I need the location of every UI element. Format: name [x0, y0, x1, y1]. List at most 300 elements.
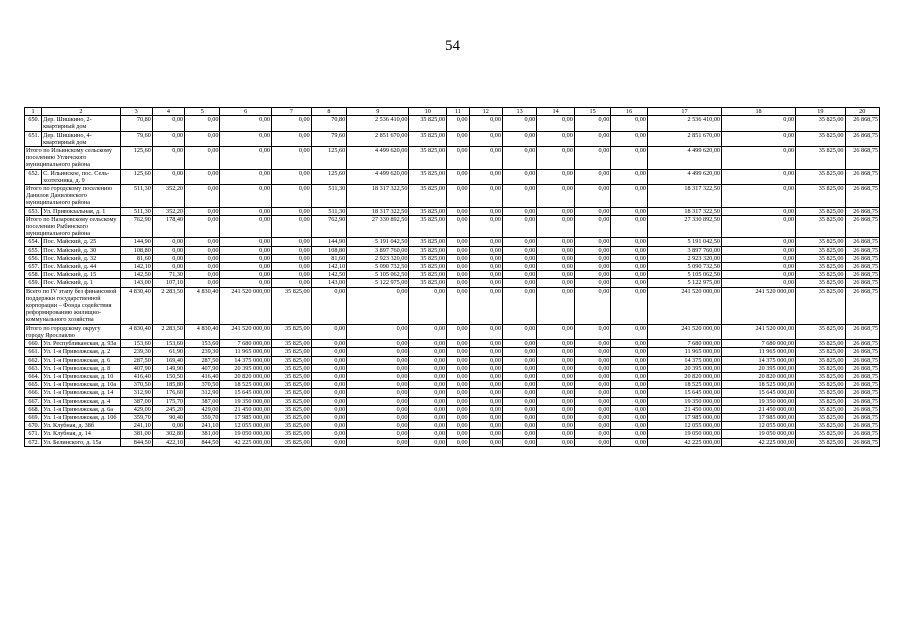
value-cell-col-19: 35 825,00 [796, 324, 845, 339]
value-cell-col-12: 0,00 [469, 116, 502, 131]
value-cell-col-8: 0,00 [311, 413, 346, 421]
subtotal-label: Итого по городскому округу городу Ярославлю [25, 324, 121, 339]
value-cell-col-20: 26 868,75 [845, 413, 879, 421]
value-cell-col-16: 0,00 [611, 340, 648, 348]
value-cell-col-5: 287,50 [185, 356, 220, 364]
value-cell-col-10: 35 825,00 [409, 279, 447, 287]
address-cell: Ул. 1-я Приволжская, д. 10 [42, 372, 120, 380]
value-cell-col-18: 19 350 000,00 [722, 397, 796, 405]
value-cell-col-16: 0,00 [611, 405, 648, 413]
value-cell-col-3: 125,60 [120, 147, 152, 170]
row-number: 665. [25, 381, 42, 389]
value-cell-col-15: 0,00 [574, 116, 611, 131]
value-cell-col-9: 2 851 670,00 [347, 131, 409, 146]
table-row [25, 340, 880, 348]
value-cell-col-3: 144,90 [120, 238, 152, 246]
address-cell: Пос. Майский, д. 15 [42, 271, 120, 279]
column-number-7: 7 [272, 108, 312, 116]
value-cell-col-3: 4 830,40 [120, 287, 152, 324]
row-number: 658. [25, 271, 42, 279]
value-cell-col-3: 241,10 [120, 422, 152, 430]
value-cell-col-11: 0,00 [447, 271, 470, 279]
value-cell-col-12: 0,00 [469, 147, 502, 170]
value-cell-col-11: 0,00 [447, 287, 470, 324]
value-cell-col-7: 0,00 [272, 254, 312, 262]
value-cell-col-3: 108,80 [120, 246, 152, 254]
value-cell-col-7: 35 825,00 [272, 397, 312, 405]
value-cell-col-4: 0,00 [152, 147, 184, 170]
value-cell-col-19: 35 825,00 [796, 207, 845, 215]
value-cell-col-16: 0,00 [611, 279, 648, 287]
value-cell-col-3: 79,60 [120, 131, 152, 146]
value-cell-col-18: 0,00 [722, 185, 796, 208]
value-cell-col-7: 35 825,00 [272, 430, 312, 438]
value-cell-col-17: 15 645 000,00 [647, 389, 721, 397]
value-cell-col-12: 0,00 [469, 422, 502, 430]
column-number-19: 19 [796, 108, 845, 116]
value-cell-col-4: 0,00 [152, 422, 184, 430]
column-number-header [25, 108, 880, 116]
value-cell-col-11: 0,00 [447, 185, 470, 208]
value-cell-col-15: 0,00 [574, 279, 611, 287]
value-cell-col-10: 0,00 [409, 381, 447, 389]
table-row [25, 207, 880, 215]
value-cell-col-19: 35 825,00 [796, 279, 845, 287]
value-cell-col-11: 0,00 [447, 340, 470, 348]
value-cell-col-16: 0,00 [611, 263, 648, 271]
value-cell-col-5: 0,00 [185, 215, 220, 238]
value-cell-col-11: 0,00 [447, 279, 470, 287]
table-row [25, 381, 880, 389]
value-cell-col-15: 0,00 [574, 356, 611, 364]
value-cell-col-5: 370,50 [185, 381, 220, 389]
page-number: 54 [445, 38, 460, 54]
table-row [25, 356, 880, 364]
value-cell-col-20: 26 868,75 [845, 364, 879, 372]
table-row [25, 169, 880, 184]
value-cell-col-12: 0,00 [469, 185, 502, 208]
value-cell-col-11: 0,00 [447, 356, 470, 364]
value-cell-col-18: 0,00 [722, 254, 796, 262]
table-row [25, 271, 880, 279]
value-cell-col-16: 0,00 [611, 372, 648, 380]
value-cell-col-7: 0,00 [272, 271, 312, 279]
value-cell-col-15: 0,00 [574, 169, 611, 184]
value-cell-col-10: 0,00 [409, 413, 447, 421]
value-cell-col-6: 0,00 [220, 246, 272, 254]
value-cell-col-9: 4 499 620,00 [347, 147, 409, 170]
value-cell-col-4: 0,00 [152, 246, 184, 254]
value-cell-col-14: 0,00 [537, 340, 575, 348]
value-cell-col-4: 176,60 [152, 389, 184, 397]
column-number-2: 2 [42, 108, 120, 116]
value-cell-col-14: 0,00 [537, 389, 575, 397]
value-cell-col-15: 0,00 [574, 131, 611, 146]
value-cell-col-7: 35 825,00 [272, 413, 312, 421]
value-cell-col-17: 7 680 000,00 [647, 340, 721, 348]
value-cell-col-14: 0,00 [537, 413, 575, 421]
value-cell-col-18: 0,00 [722, 246, 796, 254]
value-cell-col-7: 0,00 [272, 116, 312, 131]
value-cell-col-18: 17 985 000,00 [722, 413, 796, 421]
value-cell-col-13: 0,00 [502, 207, 536, 215]
value-cell-col-9: 0,00 [347, 324, 409, 339]
value-cell-col-7: 0,00 [272, 215, 312, 238]
value-cell-col-4: 90,40 [152, 413, 184, 421]
value-cell-col-4: 107,10 [152, 279, 184, 287]
value-cell-col-7: 35 825,00 [272, 381, 312, 389]
value-cell-col-14: 0,00 [537, 185, 575, 208]
value-cell-col-14: 0,00 [537, 271, 575, 279]
value-cell-col-16: 0,00 [611, 185, 648, 208]
value-cell-col-18: 42 225 000,00 [722, 438, 796, 446]
value-cell-col-18: 241 520 000,00 [722, 324, 796, 339]
value-cell-col-15: 0,00 [574, 364, 611, 372]
value-cell-col-3: 416,40 [120, 372, 152, 380]
value-cell-col-9: 0,00 [347, 364, 409, 372]
address-cell: Ул. 1-я Приволжская, д. 6 [42, 356, 120, 364]
table-row [25, 438, 880, 446]
value-cell-col-4: 352,20 [152, 207, 184, 215]
subtotal-row [25, 215, 880, 238]
subtotal-row [25, 185, 880, 208]
value-cell-col-3: 511,30 [120, 185, 152, 208]
value-cell-col-19: 35 825,00 [796, 271, 845, 279]
row-number: 661. [25, 348, 42, 356]
value-cell-col-18: 0,00 [722, 169, 796, 184]
row-number: 656. [25, 254, 42, 262]
row-number: 663. [25, 364, 42, 372]
value-cell-col-17: 18 317 322,50 [647, 185, 721, 208]
value-cell-col-7: 35 825,00 [272, 356, 312, 364]
value-cell-col-4: 0,00 [152, 263, 184, 271]
value-cell-col-9: 0,00 [347, 405, 409, 413]
table-row [25, 254, 880, 262]
value-cell-col-6: 0,00 [220, 254, 272, 262]
table-row [25, 372, 880, 380]
value-cell-col-11: 0,00 [447, 422, 470, 430]
value-cell-col-18: 0,00 [722, 131, 796, 146]
value-cell-col-17: 20 820 000,00 [647, 372, 721, 380]
value-cell-col-8: 0,00 [311, 348, 346, 356]
table-row [25, 238, 880, 246]
value-cell-col-10: 0,00 [409, 356, 447, 364]
value-cell-col-6: 0,00 [220, 238, 272, 246]
value-cell-col-13: 0,00 [502, 131, 536, 146]
value-cell-col-10: 35 825,00 [409, 238, 447, 246]
address-cell: Ул. 1-я Приволжская, д. 2 [42, 348, 120, 356]
value-cell-col-5: 0,00 [185, 279, 220, 287]
value-cell-col-19: 35 825,00 [796, 169, 845, 184]
value-cell-col-15: 0,00 [574, 405, 611, 413]
value-cell-col-5: 0,00 [185, 254, 220, 262]
value-cell-col-5: 381,00 [185, 430, 220, 438]
value-cell-col-6: 0,00 [220, 185, 272, 208]
value-cell-col-7: 35 825,00 [272, 348, 312, 356]
value-cell-col-9: 0,00 [347, 348, 409, 356]
value-cell-col-3: 762,90 [120, 215, 152, 238]
value-cell-col-8: 144,90 [311, 238, 346, 246]
value-cell-col-7: 35 825,00 [272, 389, 312, 397]
subtotal-label: Всего по IV этапу без финансовой поддержки государственной корпорации – Фонда содействия реформированию жилищно-коммунального хозяйства [25, 287, 121, 324]
value-cell-col-14: 0,00 [537, 254, 575, 262]
value-cell-col-13: 0,00 [502, 279, 536, 287]
value-cell-col-11: 0,00 [447, 364, 470, 372]
value-cell-col-3: 125,60 [120, 169, 152, 184]
value-cell-col-13: 0,00 [502, 246, 536, 254]
value-cell-col-8: 142,10 [311, 263, 346, 271]
row-number: 662. [25, 356, 42, 364]
subtotal-row [25, 147, 880, 170]
value-cell-col-19: 35 825,00 [796, 147, 845, 170]
value-cell-col-8: 0,00 [311, 389, 346, 397]
address-cell: Ул. Белинского, д. 15а [42, 438, 120, 446]
row-number: 659. [25, 279, 42, 287]
value-cell-col-14: 0,00 [537, 263, 575, 271]
value-cell-col-17: 12 055 000,00 [647, 422, 721, 430]
value-cell-col-12: 0,00 [469, 207, 502, 215]
value-cell-col-10: 35 825,00 [409, 207, 447, 215]
value-cell-col-17: 19 350 000,00 [647, 397, 721, 405]
value-cell-col-13: 0,00 [502, 381, 536, 389]
value-cell-col-6: 0,00 [220, 207, 272, 215]
value-cell-col-16: 0,00 [611, 131, 648, 146]
value-cell-col-11: 0,00 [447, 263, 470, 271]
value-cell-col-16: 0,00 [611, 287, 648, 324]
value-cell-col-7: 0,00 [272, 207, 312, 215]
value-cell-col-5: 0,00 [185, 169, 220, 184]
value-cell-col-14: 0,00 [537, 116, 575, 131]
value-cell-col-12: 0,00 [469, 397, 502, 405]
value-cell-col-14: 0,00 [537, 207, 575, 215]
value-cell-col-16: 0,00 [611, 381, 648, 389]
address-cell: Ул. Привокзальная, д. 1 [42, 207, 120, 215]
value-cell-col-6: 14 375 000,00 [220, 356, 272, 364]
value-cell-col-11: 0,00 [447, 389, 470, 397]
value-cell-col-6: 15 645 000,00 [220, 389, 272, 397]
value-cell-col-11: 0,00 [447, 246, 470, 254]
value-cell-col-19: 35 825,00 [796, 438, 845, 446]
value-cell-col-19: 35 825,00 [796, 381, 845, 389]
value-cell-col-16: 0,00 [611, 207, 648, 215]
value-cell-col-12: 0,00 [469, 324, 502, 339]
value-cell-col-11: 0,00 [447, 381, 470, 389]
value-cell-col-14: 0,00 [537, 372, 575, 380]
table-row [25, 348, 880, 356]
address-cell: Ул. 1-я Приволжская, д. 6а [42, 405, 120, 413]
row-number: 668. [25, 405, 42, 413]
value-cell-col-15: 0,00 [574, 147, 611, 170]
value-cell-col-18: 0,00 [722, 215, 796, 238]
value-cell-col-18: 11 965 000,00 [722, 348, 796, 356]
value-cell-col-10: 0,00 [409, 430, 447, 438]
value-cell-col-16: 0,00 [611, 430, 648, 438]
value-cell-col-9: 4 499 620,00 [347, 169, 409, 184]
address-cell: Ул. 1-я Приволжская, д. 14 [42, 389, 120, 397]
value-cell-col-10: 35 825,00 [409, 147, 447, 170]
subtotal-row [25, 324, 880, 339]
value-cell-col-14: 0,00 [537, 438, 575, 446]
value-cell-col-20: 26 868,75 [845, 348, 879, 356]
value-cell-col-3: 381,00 [120, 430, 152, 438]
value-cell-col-12: 0,00 [469, 405, 502, 413]
value-cell-col-18: 0,00 [722, 238, 796, 246]
column-number-13: 13 [502, 108, 536, 116]
value-cell-col-18: 0,00 [722, 279, 796, 287]
value-cell-col-14: 0,00 [537, 246, 575, 254]
value-cell-col-13: 0,00 [502, 215, 536, 238]
value-cell-col-14: 0,00 [537, 287, 575, 324]
row-number: 664. [25, 372, 42, 380]
value-cell-col-6: 0,00 [220, 215, 272, 238]
value-cell-col-6: 18 525 000,00 [220, 381, 272, 389]
value-cell-col-4: 71,30 [152, 271, 184, 279]
address-cell: Ул. 1-я Приволжская, д. 10б [42, 413, 120, 421]
value-cell-col-15: 0,00 [574, 324, 611, 339]
value-cell-col-14: 0,00 [537, 356, 575, 364]
value-cell-col-20: 26 868,75 [845, 430, 879, 438]
value-cell-col-14: 0,00 [537, 215, 575, 238]
table-row [25, 405, 880, 413]
value-cell-col-9: 2 536 410,00 [347, 116, 409, 131]
column-number-16: 16 [611, 108, 648, 116]
value-cell-col-4: 185,80 [152, 381, 184, 389]
value-cell-col-18: 241 520 000,00 [722, 287, 796, 324]
value-cell-col-4: 2 283,50 [152, 324, 184, 339]
value-cell-col-6: 12 055 000,00 [220, 422, 272, 430]
value-cell-col-15: 0,00 [574, 207, 611, 215]
value-cell-col-19: 35 825,00 [796, 238, 845, 246]
row-number: 650. [25, 116, 42, 131]
value-cell-col-19: 35 825,00 [796, 116, 845, 131]
value-cell-col-9: 0,00 [347, 430, 409, 438]
value-cell-col-17: 5 122 975,00 [647, 279, 721, 287]
value-cell-col-8: 762,90 [311, 215, 346, 238]
value-cell-col-16: 0,00 [611, 116, 648, 131]
value-cell-col-12: 0,00 [469, 263, 502, 271]
value-cell-col-18: 0,00 [722, 263, 796, 271]
value-cell-col-9: 5 191 042,50 [347, 238, 409, 246]
value-cell-col-14: 0,00 [537, 405, 575, 413]
value-cell-col-13: 0,00 [502, 254, 536, 262]
value-cell-col-15: 0,00 [574, 430, 611, 438]
value-cell-col-20: 26 868,75 [845, 271, 879, 279]
column-number-3: 3 [120, 108, 152, 116]
value-cell-col-6: 0,00 [220, 169, 272, 184]
value-cell-col-12: 0,00 [469, 364, 502, 372]
value-cell-col-20: 26 868,75 [845, 207, 879, 215]
value-cell-col-17: 2 923 320,00 [647, 254, 721, 262]
value-cell-col-8: 0,00 [311, 405, 346, 413]
value-cell-col-6: 0,00 [220, 279, 272, 287]
value-cell-col-11: 0,00 [447, 413, 470, 421]
value-cell-col-8: 79,60 [311, 131, 346, 146]
value-cell-col-10: 0,00 [409, 405, 447, 413]
value-cell-col-5: 239,30 [185, 348, 220, 356]
value-cell-col-9: 0,00 [347, 438, 409, 446]
value-cell-col-7: 35 825,00 [272, 340, 312, 348]
row-number: 669. [25, 413, 42, 421]
value-cell-col-5: 312,90 [185, 389, 220, 397]
column-number-8: 8 [311, 108, 346, 116]
value-cell-col-13: 0,00 [502, 185, 536, 208]
column-number-11: 11 [447, 108, 470, 116]
value-cell-col-8: 0,00 [311, 397, 346, 405]
value-cell-col-8: 0,00 [311, 381, 346, 389]
value-cell-col-17: 5 191 042,50 [647, 238, 721, 246]
row-number: 666. [25, 389, 42, 397]
value-cell-col-10: 35 825,00 [409, 263, 447, 271]
value-cell-col-10: 35 825,00 [409, 131, 447, 146]
value-cell-col-8: 0,00 [311, 422, 346, 430]
value-cell-col-8: 0,00 [311, 340, 346, 348]
address-cell: Пос. Майский, д. 32 [42, 254, 120, 262]
value-cell-col-6: 42 225 000,00 [220, 438, 272, 446]
row-number: 672. [25, 438, 42, 446]
value-cell-col-7: 0,00 [272, 263, 312, 271]
value-cell-col-16: 0,00 [611, 238, 648, 246]
value-cell-col-17: 42 225 000,00 [647, 438, 721, 446]
value-cell-col-17: 2 851 670,00 [647, 131, 721, 146]
value-cell-col-8: 0,00 [311, 438, 346, 446]
value-cell-col-10: 0,00 [409, 287, 447, 324]
row-number: 670. [25, 422, 42, 430]
value-cell-col-16: 0,00 [611, 356, 648, 364]
value-cell-col-13: 0,00 [502, 364, 536, 372]
value-cell-col-5: 0,00 [185, 131, 220, 146]
value-cell-col-3: 511,30 [120, 207, 152, 215]
value-cell-col-13: 0,00 [502, 422, 536, 430]
value-cell-col-9: 0,00 [347, 372, 409, 380]
value-cell-col-13: 0,00 [502, 356, 536, 364]
value-cell-col-12: 0,00 [469, 389, 502, 397]
value-cell-col-15: 0,00 [574, 215, 611, 238]
row-number: 653. [25, 207, 42, 215]
value-cell-col-12: 0,00 [469, 372, 502, 380]
table-row [25, 116, 880, 131]
value-cell-col-9: 5 122 975,00 [347, 279, 409, 287]
value-cell-col-20: 26 868,75 [845, 438, 879, 446]
value-cell-col-9: 2 923 320,00 [347, 254, 409, 262]
value-cell-col-10: 0,00 [409, 397, 447, 405]
column-number-18: 18 [722, 108, 796, 116]
value-cell-col-6: 20 395 000,00 [220, 364, 272, 372]
value-cell-col-11: 0,00 [447, 207, 470, 215]
value-cell-col-17: 4 499 620,00 [647, 147, 721, 170]
value-cell-col-10: 35 825,00 [409, 185, 447, 208]
value-cell-col-4: 175,70 [152, 397, 184, 405]
value-cell-col-20: 26 868,75 [845, 147, 879, 170]
value-cell-col-3: 387,00 [120, 397, 152, 405]
row-number: 651. [25, 131, 42, 146]
value-cell-col-6: 0,00 [220, 147, 272, 170]
value-cell-col-6: 11 965 000,00 [220, 348, 272, 356]
value-cell-col-19: 35 825,00 [796, 372, 845, 380]
value-cell-col-9: 0,00 [347, 397, 409, 405]
value-cell-col-9: 0,00 [347, 413, 409, 421]
address-cell: Ул. 1-я Приволжская, д. 8 [42, 364, 120, 372]
value-cell-col-8: 81,60 [311, 254, 346, 262]
value-cell-col-4: 178,40 [152, 215, 184, 238]
table-row [25, 422, 880, 430]
value-cell-col-8: 511,30 [311, 207, 346, 215]
value-cell-col-3: 359,70 [120, 413, 152, 421]
value-cell-col-5: 241,10 [185, 422, 220, 430]
value-cell-col-18: 21 450 000,00 [722, 405, 796, 413]
value-cell-col-19: 35 825,00 [796, 348, 845, 356]
value-cell-col-16: 0,00 [611, 254, 648, 262]
value-cell-col-8: 108,80 [311, 246, 346, 254]
